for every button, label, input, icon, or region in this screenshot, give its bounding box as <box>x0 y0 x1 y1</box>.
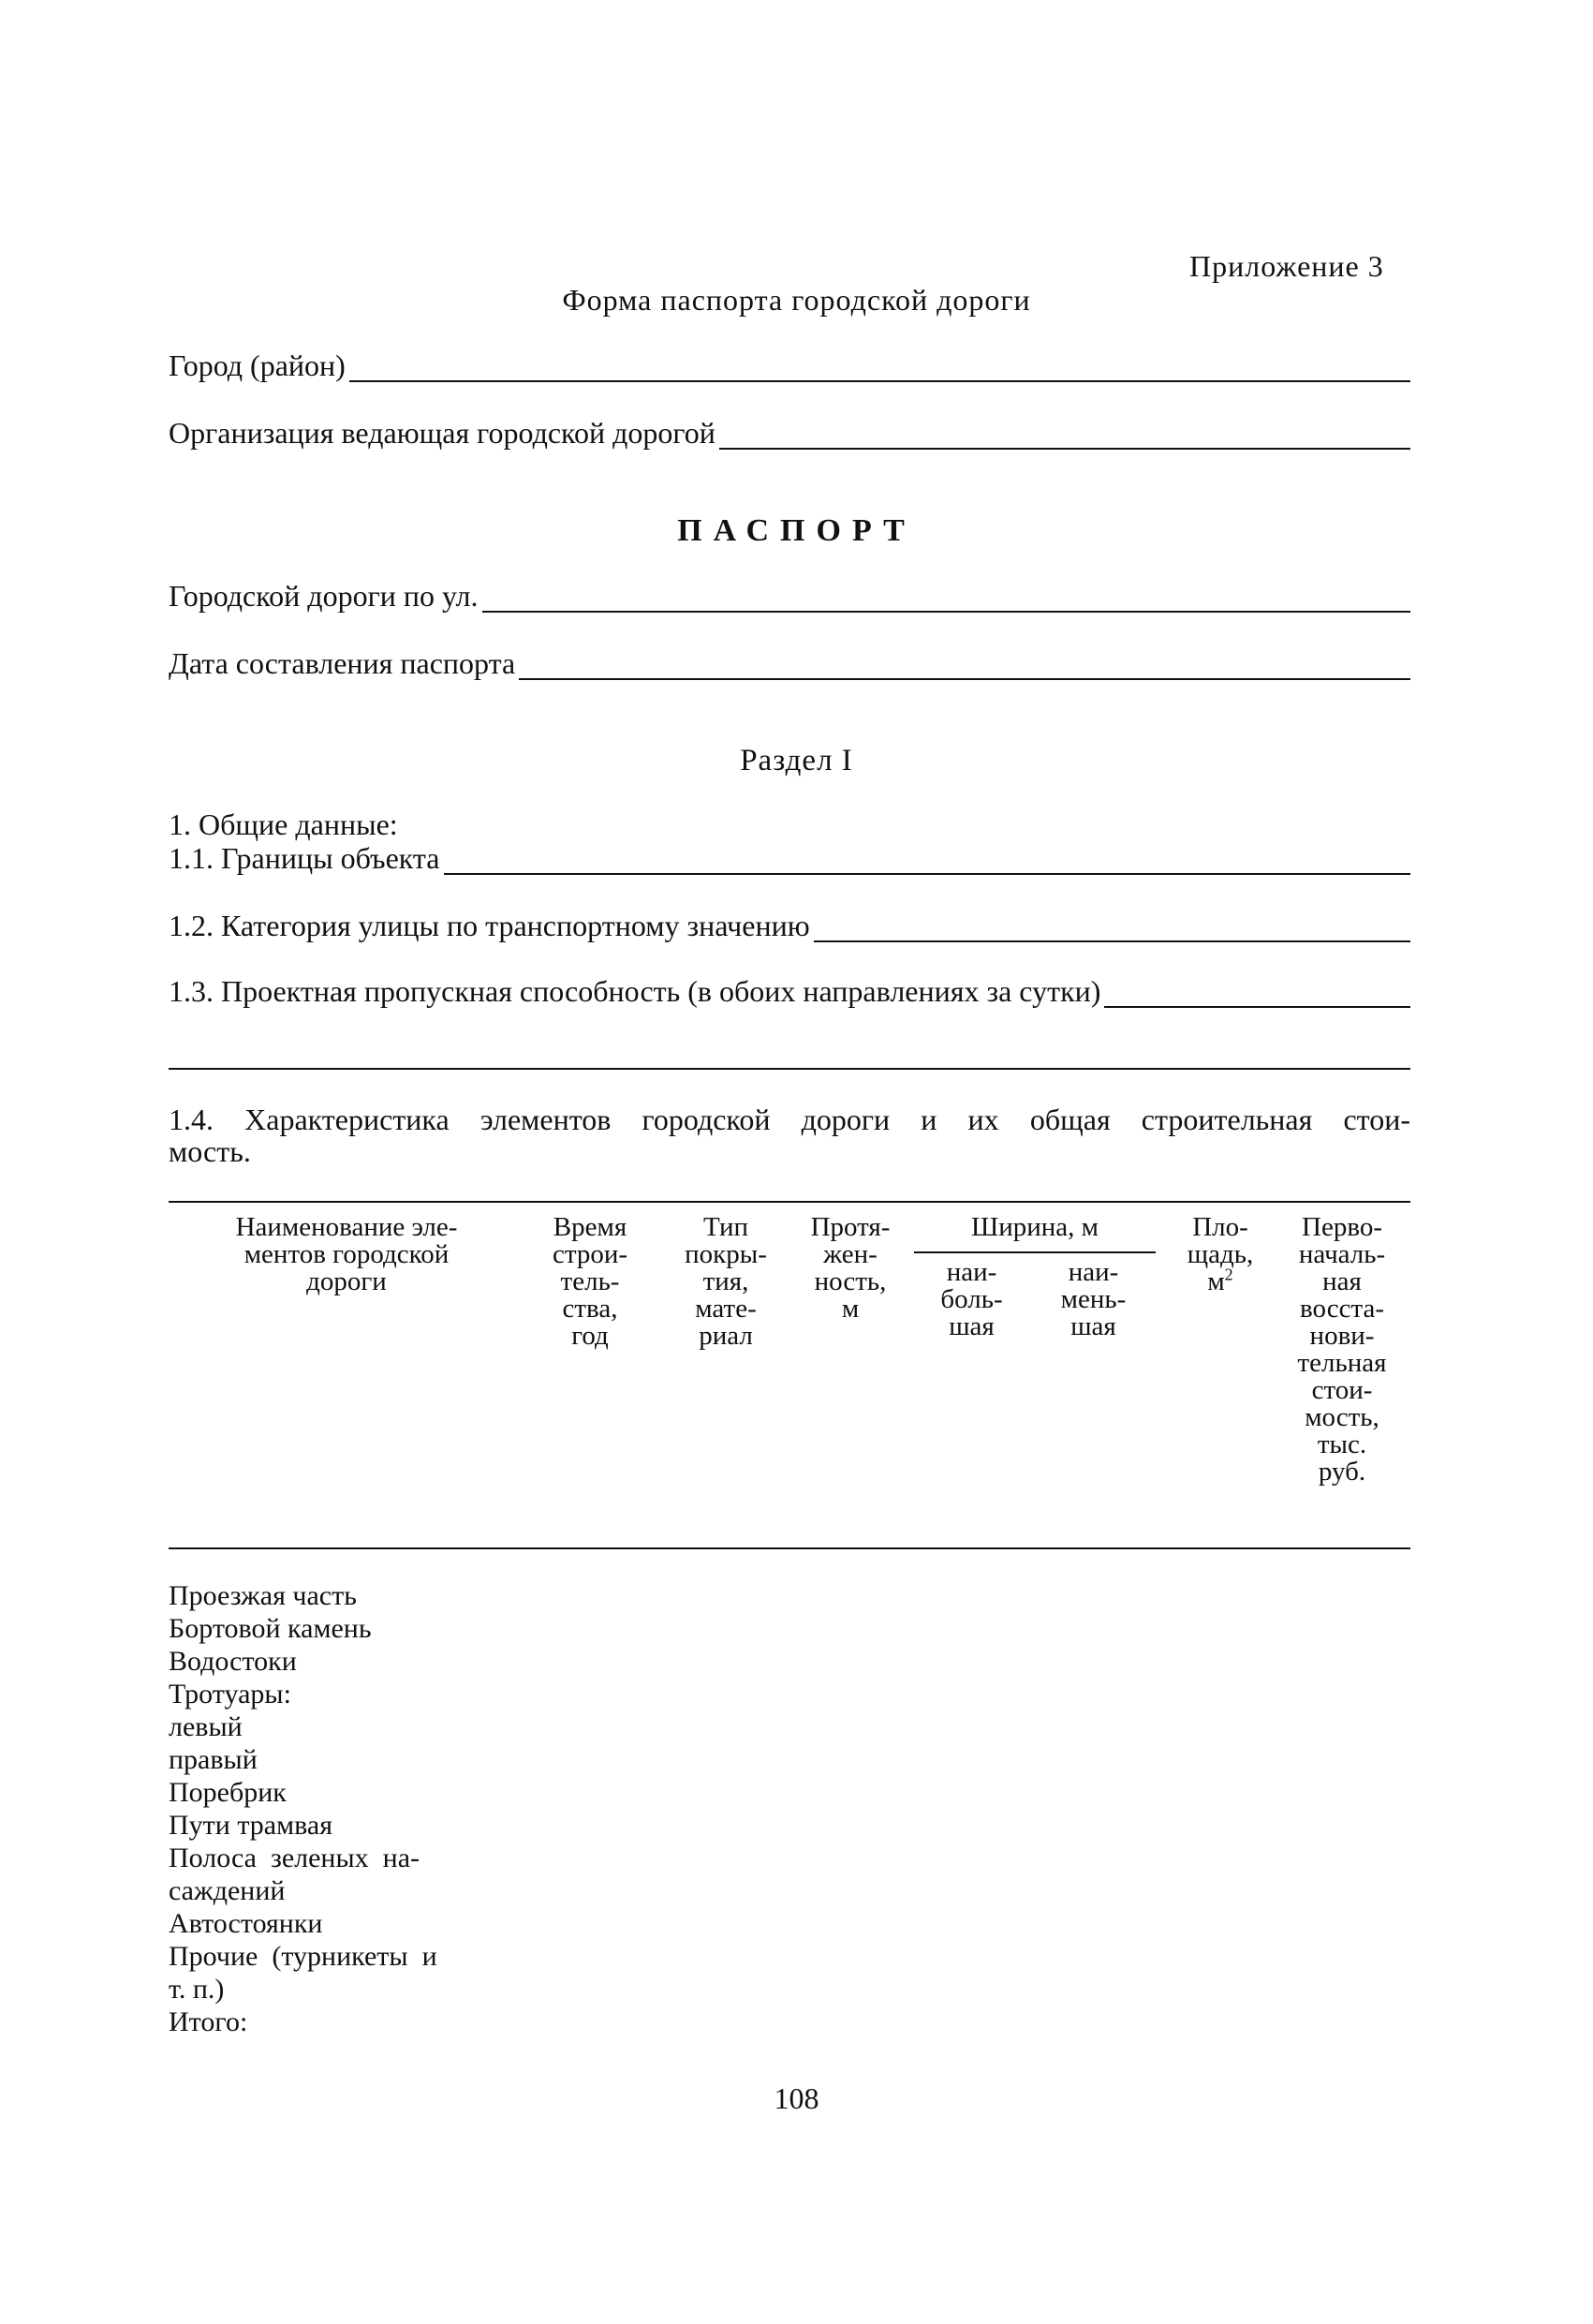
column-header-name: Наименование эле- ментов городской дороги <box>235 1212 458 1296</box>
capacity-continuation-line[interactable] <box>169 1068 1410 1070</box>
page-number: 108 <box>774 2081 819 2115</box>
table-row: Водостоки <box>169 1646 297 1677</box>
table-row: Тротуары: <box>169 1679 291 1710</box>
passport-heading: ПАСПОРТ <box>677 513 916 548</box>
date-blank-line[interactable] <box>519 650 1410 680</box>
table-row: Бортовой камень <box>169 1613 372 1644</box>
organization-label: Организация ведающая городской дорогой <box>169 416 715 450</box>
paragraph-1-4 <box>169 1103 1410 1167</box>
category-label: 1.2. Категория улицы по транспортному значению <box>169 909 810 942</box>
table-row: т. п.) <box>169 1974 225 2005</box>
street-field[interactable] <box>169 579 1410 613</box>
table-row: левый <box>169 1711 243 1742</box>
organization-blank-line[interactable] <box>719 420 1410 450</box>
table-row: саждений <box>169 1875 286 1906</box>
column-header-width-min: наи- мень- шая <box>1060 1257 1127 1341</box>
general-data-title: 1. Общие данные: <box>169 807 398 841</box>
city-label: Город (район) <box>169 348 346 382</box>
column-header-length: Протя- жен- ность, м <box>810 1212 891 1324</box>
street-label: Городской дороги по ул. <box>169 579 479 613</box>
table-row: Полоса зеленых на- <box>169 1843 420 1873</box>
table-row: Проезжая часть <box>169 1580 357 1611</box>
date-field[interactable] <box>169 646 1410 680</box>
street-blank-line[interactable] <box>482 583 1410 613</box>
capacity-blank-line[interactable] <box>1104 978 1410 1008</box>
width-subheader-rule <box>914 1251 1156 1253</box>
table-row: Поребрик <box>169 1777 287 1808</box>
table-row: правый <box>169 1744 258 1775</box>
column-header-surface-type: Тип покры- тия, мате- риал <box>685 1212 767 1351</box>
column-header-build-time: Время строи- тель- ства, год <box>552 1212 628 1351</box>
city-field[interactable] <box>169 348 1410 382</box>
bounds-field[interactable] <box>169 841 1410 875</box>
table-row: Автостоянки <box>169 1908 323 1939</box>
column-header-area-text: Пло- щадь, м <box>1187 1212 1254 1296</box>
section-heading: Раздел I <box>740 744 853 777</box>
capacity-label: 1.3. Проектная пропускная способность (в обоих направлениях за сутки) <box>169 974 1101 1008</box>
organization-field[interactable] <box>169 416 1410 450</box>
category-field[interactable] <box>169 909 1410 942</box>
appendix-label: Приложение 3 <box>1189 249 1384 283</box>
category-blank-line[interactable] <box>814 912 1410 942</box>
column-header-area-superscript: 2 <box>1224 1265 1233 1284</box>
column-header-width-max: наи- боль- шая <box>940 1257 1003 1341</box>
table-row: Пути трамвая <box>169 1810 332 1841</box>
bounds-label: 1.1. Границы объекта <box>169 841 440 875</box>
date-label: Дата составления паспорта <box>169 646 516 680</box>
column-header-area <box>1169 1214 1272 1295</box>
table-top-rule <box>169 1201 1410 1203</box>
paragraph-1-4-line1: 1.4. Характеристика элементов городской дороги и их общая строительная стои- <box>169 1103 1410 1136</box>
capacity-field[interactable] <box>169 974 1410 1008</box>
table-row: Итого: <box>169 2006 248 2037</box>
column-header-cost: Перво- началь- ная восста- нови- тельная стои- мость, тыс. руб. <box>1297 1212 1387 1487</box>
form-title: Форма паспорта городской дороги <box>562 283 1031 317</box>
city-blank-line[interactable] <box>349 352 1410 382</box>
bounds-blank-line[interactable] <box>444 845 1411 875</box>
paragraph-1-4-line2: мость. <box>169 1134 251 1168</box>
table-row-labels <box>169 1579 437 2038</box>
column-header-width: Ширина, м <box>970 1212 1099 1242</box>
table-header-bottom-rule <box>169 1547 1410 1549</box>
table-row: Прочие (турникеты и <box>169 1941 437 1972</box>
